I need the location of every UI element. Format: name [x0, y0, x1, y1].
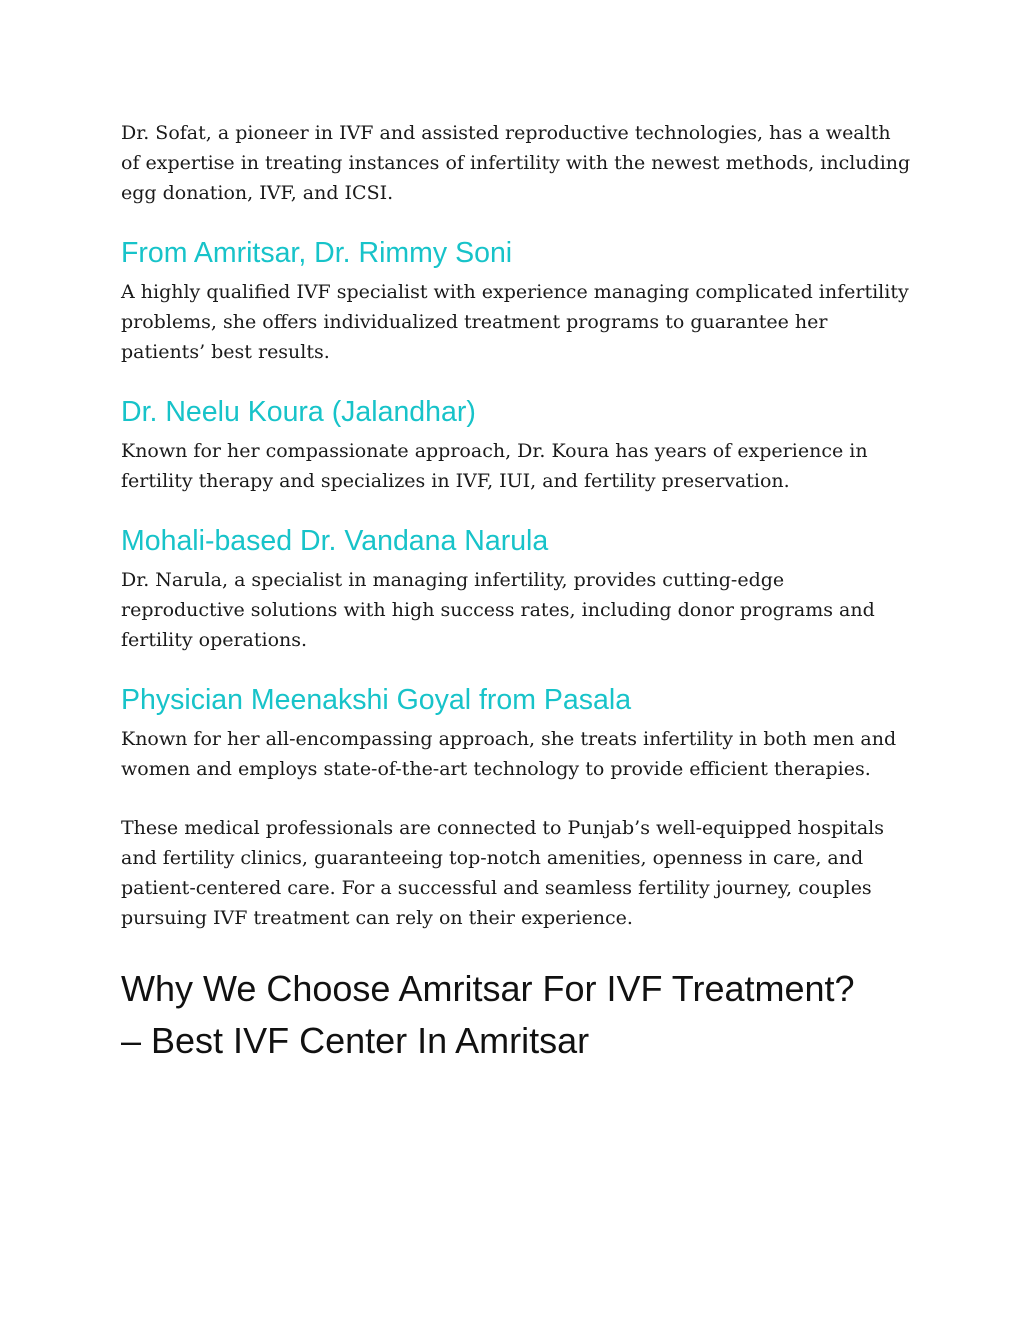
- doctor-heading-meenakshi-goyal: Physician Meenakshi Goyal from Pasala: [121, 684, 632, 716]
- main-heading-line-2: – Best IVF Center In Amritsar: [121, 1020, 590, 1061]
- doctor-heading-vandana-narula: Mohali-based Dr. Vandana Narula: [121, 525, 549, 557]
- intro-paragraph: Dr. Sofat, a pioneer in IVF and assisted reproductive technologies, has a wealth of expertise in treating instances of infertility with the newest methods, including egg donation, IVF, and ICSI.: [121, 122, 911, 204]
- doctor-heading-neelu-koura: Dr. Neelu Koura (Jalandhar): [121, 396, 476, 428]
- document-page: [121, 118, 911, 1067]
- doctor-description-rimmy-soni: A highly qualified IVF specialist with experience managing complicated infertility problems, she offers individualized treatment programs to guarantee her patients’ best results.: [121, 281, 909, 363]
- doctor-heading-rimmy-soni: From Amritsar, Dr. Rimmy Soni: [121, 237, 513, 269]
- main-heading-line-1: Why We Choose Amritsar For IVF Treatment?: [121, 968, 855, 1009]
- doctor-description-meenakshi-goyal: Known for her all-encompassing approach, she treats infertility in both men and women and employs state-of-the-art technology to provide efficient therapies.: [121, 728, 897, 780]
- doctor-description-neelu-koura: Known for her compassionate approach, Dr. Koura has years of experience in fertility therapy and specializes in IVF, IUI, and fertility preservation.: [121, 440, 868, 492]
- main-heading: [121, 963, 911, 1067]
- doctor-description-vandana-narula: Dr. Narula, a specialist in managing infertility, provides cutting-edge reproductive solutions with high success rates, including donor programs and fertility operations.: [121, 569, 875, 651]
- summary-paragraph: These medical professionals are connected to Punjab’s well-equipped hospitals and fertility clinics, guaranteeing top-notch amenities, openness in care, and patient-centered care. For a successful and seamless fertility journey, couples pursuing IVF treatment can rely on their experience.: [121, 817, 885, 929]
